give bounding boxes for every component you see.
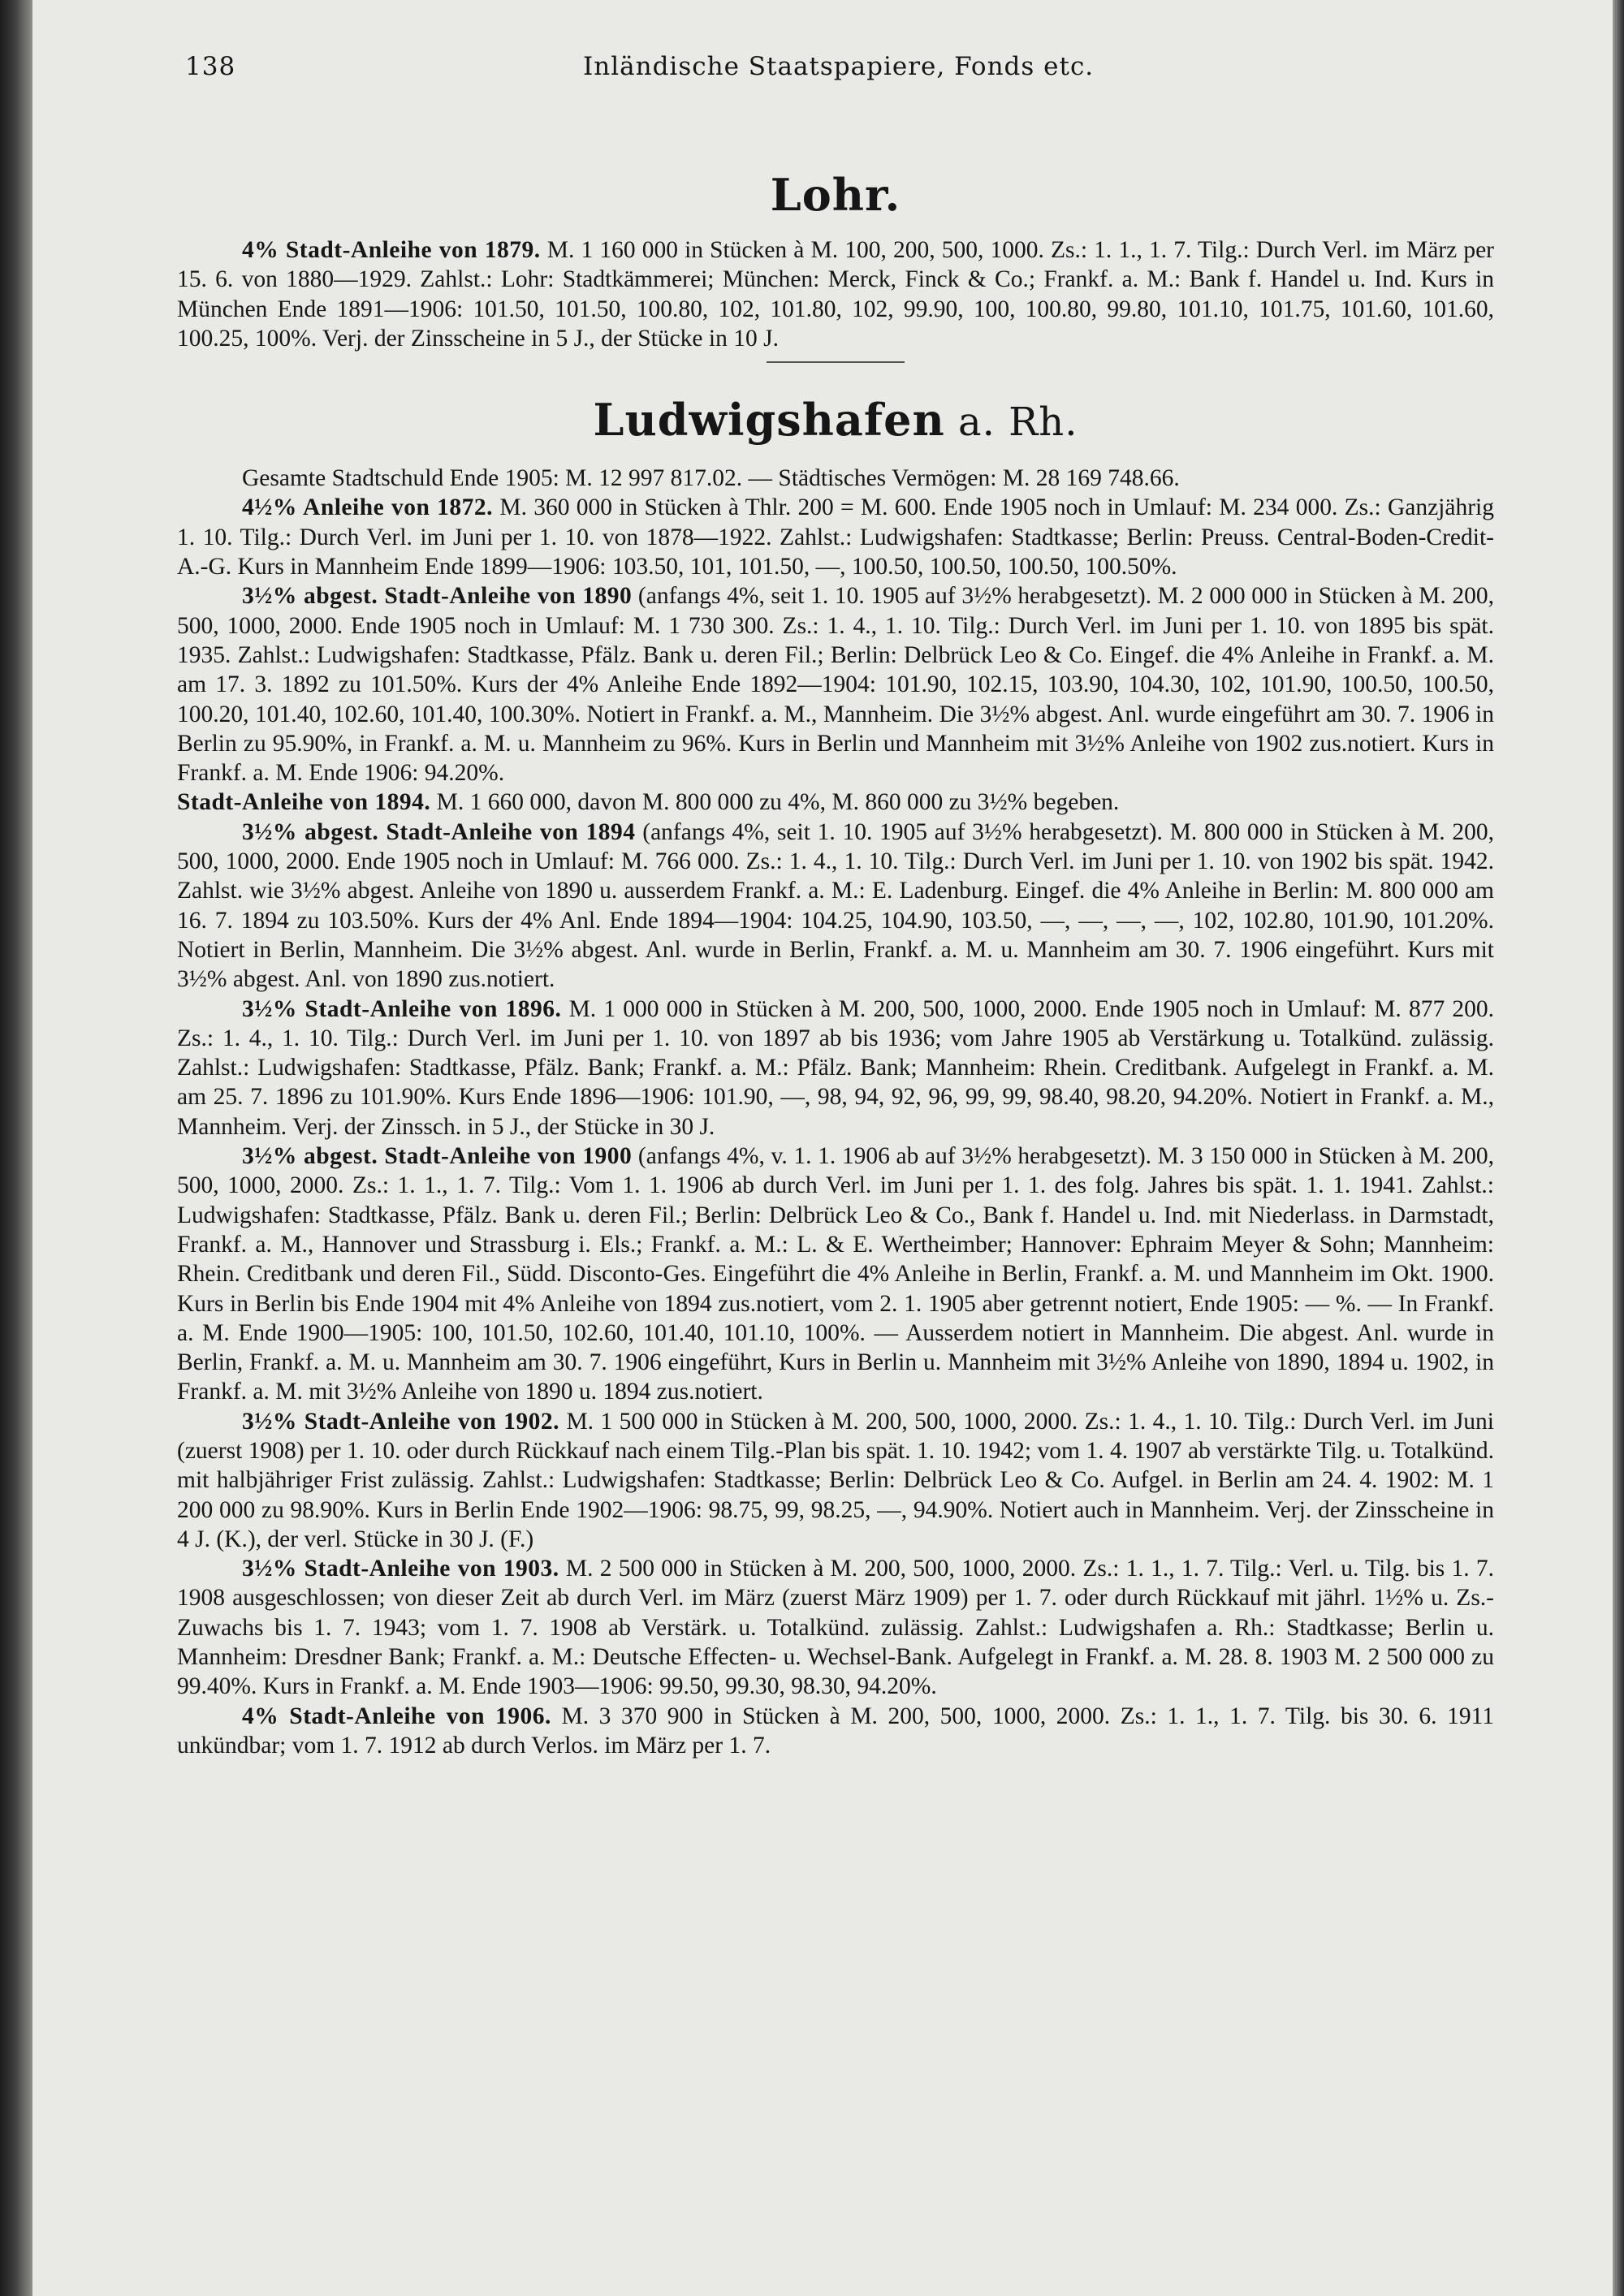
bond-entry [177, 235, 1494, 353]
bond-text: M. 1 500 000 in Stücken à M. 200, 500, 1000, 2000. Zs.: 1. 4., 1. 10. Tilg.: Durch Verl. im Juni (zuerst 1908) per 1. 10. oder durch Rückkauf nach einem Tilg.-Plan bis spät. 1. 10. 1942; vom 1. 4. 1907 ab verstärkte Tilg. u. Totalkünd. mit halbjähriger Frist zulässig. Zahlst.: Ludwigshafen: Stadtkasse; Berlin: Delbrück Leo & Co. Aufgel. in Berlin am 24. 4. 1902: M. 1 200 000 zu 98.90%. Kurs in Berlin Ende 1902—1906: 98.75, 99, 98.25, —, 94.90%. Notiert auch in Mannheim. Verj. der Zinsscheine in 4 J. (K.), der verl. Stücke in 30 J. (F.) [177, 1408, 1495, 1552]
bond-title: 3½% Stadt-Anleihe von 1903. [242, 1556, 559, 1582]
section-divider [767, 361, 905, 363]
bond-title: 4% Stadt-Anleihe von 1879. [242, 237, 541, 263]
bond-text: (anfangs 4%, seit 1. 10. 1905 auf 3½% herabgesetzt). M. 2 000 000 in Stücken à M. 200, 500, 1000, 2000. Ende 1905 noch in Umlauf: M. 1 730 300. Zs.: 1. 4., 1. 10. Tilg.: Durch Verl. im Juni per 1. 10. von 1895 bis spät. 1935. Zahlst.: Ludwigshafen: Stadtkasse, Pfälz. Bank u. deren Fil.; Berlin: Delbrück Leo & Co. Eingef. die 4% Anleihe in Frankf. a. M. am 17. 3. 1892 zu 101.50%. Kurs der 4% Anleihe Ende 1892—1904: 101.90, 102.15, 103.90, 104.30, 102, 101.90, 100.50, 100.50, 100.20, 101.40, 102.60, 101.40, 100.30%. Notiert in Frankf. a. M., Mannheim. Die 3½% abgest. Anl. wurde eingeführt am 30. 7. 1906 in Berlin zu 95.90%, in Frankf. a. M. u. Mannheim zu 96%. Kurs in Berlin und Mannheim mit 3½% Anleihe von 1902 zus.notiert. Kurs in Frankf. a. M. Ende 1906: 94.20%. [177, 583, 1494, 787]
city-name: Ludwigshafen [593, 394, 945, 447]
bond-entry [177, 818, 1494, 995]
running-title: Inländische Staatspapiere, Fonds etc. [583, 52, 1095, 81]
city-heading: Lohr. [770, 169, 901, 221]
document-page [177, 45, 1494, 1760]
bond-entry [177, 493, 1494, 581]
page-number: 138 [185, 52, 236, 81]
section-ludwigshafen [177, 394, 1494, 1760]
bond-entry [177, 995, 1494, 1142]
bond-text: M. 1 160 000 in Stücken à M. 100, 200, 500, 1000. Zs.: 1. 1., 1. 7. Tilg.: Durch Verl. im März per 15. 6. von 1880—1929. Zahlst.: Lohr: Stadtkämmerei; München: Merck, Finck & Co.; Frankf. a. M.: Bank f. Handel u. Ind. Kurs in München Ende 1891—1906: 101.50, 101.50, 100.80, 102, 101.80, 102, 99.90, 100, 100.80, 99.80, 101.10, 101.75, 101.60, 101.60, 100.25, 100%. Verj. der Zinsscheine in 5 J., der Stücke in 10 J. [177, 237, 1494, 352]
bond-text: (anfangs 4%, seit 1. 10. 1905 auf 3½% herabgesetzt). M. 800 000 in Stücken à M. 200, 500, 1000, 2000. Ende 1905 noch in Umlauf: M. 766 000. Zs.: 1. 4., 1. 10. Tilg.: Durch Verl. im Juni per 1. 10. von 1902 bis spät. 1942. Zahlst. wie 3½% abgest. Anleihe von 1890 u. ausserdem Frankf. a. M.: E. Ladenburg. Eingef. die 4% Anleihe in Berlin: M. 800 000 am 16. 7. 1894 zu 103.50%. Kurs der 4% Anl. Ende 1894—1904: 104.25, 104.90, 103.50, —, —, —, —, 102, 102.80, 101.90, 101.20%. Notiert in Berlin, Mannheim. Die 3½% abgest. Anl. wurde in Berlin, Frankf. a. M. u. Mannheim am 30. 7. 1906 eingeführt. Kurs mit 3½% abgest. Anl. von 1890 zus.notiert. [177, 818, 1494, 993]
bond-text: (anfangs 4%, v. 1. 1. 1906 ab auf 3½% herabgesetzt). M. 3 150 000 in Stücken à M. 200, 500, 1000, 2000. Zs.: 1. 1., 1. 7. Tilg.: Vom 1. 1. 1906 ab durch Verl. im Juni per 1. 1. des folg. Jahres bis spät. 1. 1. 1941. Zahlst.: Ludwigshafen: Stadtkasse, Pfälz. Bank u. deren Fil.; Berlin: Delbrück Leo & Co., Bank f. Handel u. Ind. mit Niederlass. in Darmstadt, Frankf. a. M., Hannover und Strassburg i. Els.; Frankf. a. M.: L. & E. Wertheimber; Hannover: Ephraim Meyer & Sohn; Mannheim: Rhein. Creditbank und deren Fil., Südd. Disconto-Ges. Eingeführt die 4% Anleihe in Berlin, Frankf. a. M. und Mannheim im Okt. 1900. Kurs in Berlin bis Ende 1904 mit 4% Anleihe von 1894 zus.notiert, vom 2. 1. 1905 aber getrennt notiert, Ende 1905: — %. — In Frankf. a. M. Ende 1900—1905: 100, 101.50, 102.60, 101.40, 101.10, 100%. — Ausserdem notiert in Mannheim. Die abgest. Anl. wurde in Berlin, Frankf. a. M. u. Mannheim am 30. 7. 1906 eingeführt, Kurs in Berlin u. Mannheim mit 3½% Anleihe von 1890, 1894 u. 1902, in Frankf. a. M. mit 3½% Anleihe von 1890 u. 1894 zus.notiert. [177, 1143, 1494, 1405]
bond-title: 4% Stadt-Anleihe von 1906. [242, 1703, 551, 1729]
bond-text: M. 1 660 000, davon M. 800 000 zu 4%, M. 860 000 zu 3½% begeben. [430, 789, 1120, 816]
scan-right-edge [1613, 0, 1624, 2296]
scan-binding-edge [0, 0, 32, 2296]
bond-title: 3½% Stadt-Anleihe von 1902. [242, 1408, 560, 1435]
bond-text: M. 3 370 900 in Stücken à M. 200, 500, 1000, 2000. Zs.: 1. 1., 1. 7. Tilg. bis 30. 6. 1911 unkündbar; vom 1. 7. 1912 ab durch Verlos. im März per 1. 7. [177, 1703, 1494, 1759]
bond-entry [177, 581, 1494, 788]
bond-entry [177, 1554, 1494, 1701]
section-lohr [177, 169, 1494, 363]
city-heading [177, 394, 1494, 446]
debt-summary: Gesamte Stadtschuld Ende 1905: M. 12 997 817.02. — Städtisches Vermögen: M. 28 169 748.66. [242, 465, 1180, 492]
bond-text: M. 1 000 000 in Stücken à M. 200, 500, 1000, 2000. Ende 1905 noch in Umlauf: M. 877 200. Zs.: 1. 4., 1. 10. Tilg.: Durch Verl. im Juni per 1. 10. von 1897 ab bis 1936; vom Jahre 1905 ab Verstärkung u. Totalkünd. zulässig. Zahlst.: Ludwigshafen: Stadtkasse, Pfälz. Bank; Frankf. a. M.: Pfälz. Bank; Mannheim: Rhein. Creditbank. Aufgelegt in Frankf. a. M. am 25. 7. 1896 zu 101.90%. Kurs Ende 1896—1906: 101.90, —, 98, 94, 92, 96, 99, 99, 98.40, 98.20, 94.20%. Notiert in Frankf. a. M., Mannheim. Verj. der Zinssch. in 5 J., der Stücke in 30 J. [177, 995, 1495, 1140]
bond-text: M. 360 000 in Stücken à Thlr. 200 = M. 600. Ende 1905 noch in Umlauf: M. 234 000. Zs.: Ganzjährig 1. 10. Tilg.: Durch Verl. im Juni per 1. 10. von 1878—1922. Zahlst.: Ludwigshafen: Stadtkasse; Berlin: Preuss. Central-Boden-Credit-A.-G. Kurs in Mannheim Ende 1899—1906: 103.50, 101, 101.50, —, 100.50, 100.50, 100.50, 100.50%. [177, 494, 1494, 580]
bond-title: 3½% abgest. Stadt-Anleihe von 1900 [242, 1143, 633, 1170]
bond-entry [177, 1142, 1494, 1407]
bond-entry [177, 788, 1494, 817]
bond-entry [177, 1702, 1494, 1761]
bond-title: 3½% Stadt-Anleihe von 1896. [242, 995, 562, 1022]
bond-title: 3½% abgest. Stadt-Anleihe von 1890 [242, 583, 633, 610]
bond-title: 3½% abgest. Stadt-Anleihe von 1894 [242, 818, 636, 845]
city-suffix: a. Rh. [944, 399, 1078, 446]
running-header [177, 45, 1494, 94]
bond-entry [177, 1407, 1494, 1554]
bond-title: 4½% Anleihe von 1872. [242, 494, 494, 521]
bond-title: Stadt-Anleihe von 1894. [177, 789, 431, 816]
bond-text: M. 2 500 000 in Stücken à M. 200, 500, 1000, 2000. Zs.: 1. 1., 1. 7. Tilg.: Verl. u. Tilg. bis 1. 7. 1908 ausgeschlossen; von dieser Zeit ab durch Verl. im März (zuerst März 1909) per 1. 7. oder durch Rückkauf mit jährl. 1½% u. Zs.-Zuwachs bis 1. 7. 1943; vom 1. 7. 1908 ab Verstärk. u. Totalkünd. zulässig. Zahlst.: Ludwigshafen a. Rh.: Stadtkasse; Berlin u. Mannheim: Dresdner Bank; Frankf. a. M.: Deutsche Effecten- u. Wechsel-Bank. Aufgelegt in Frankf. a. M. 28. 8. 1903 M. 2 500 000 zu 99.40%. Kurs in Frankf. a. M. Ende 1903—1906: 99.50, 99.30, 98.30, 94.20%. [177, 1556, 1495, 1700]
